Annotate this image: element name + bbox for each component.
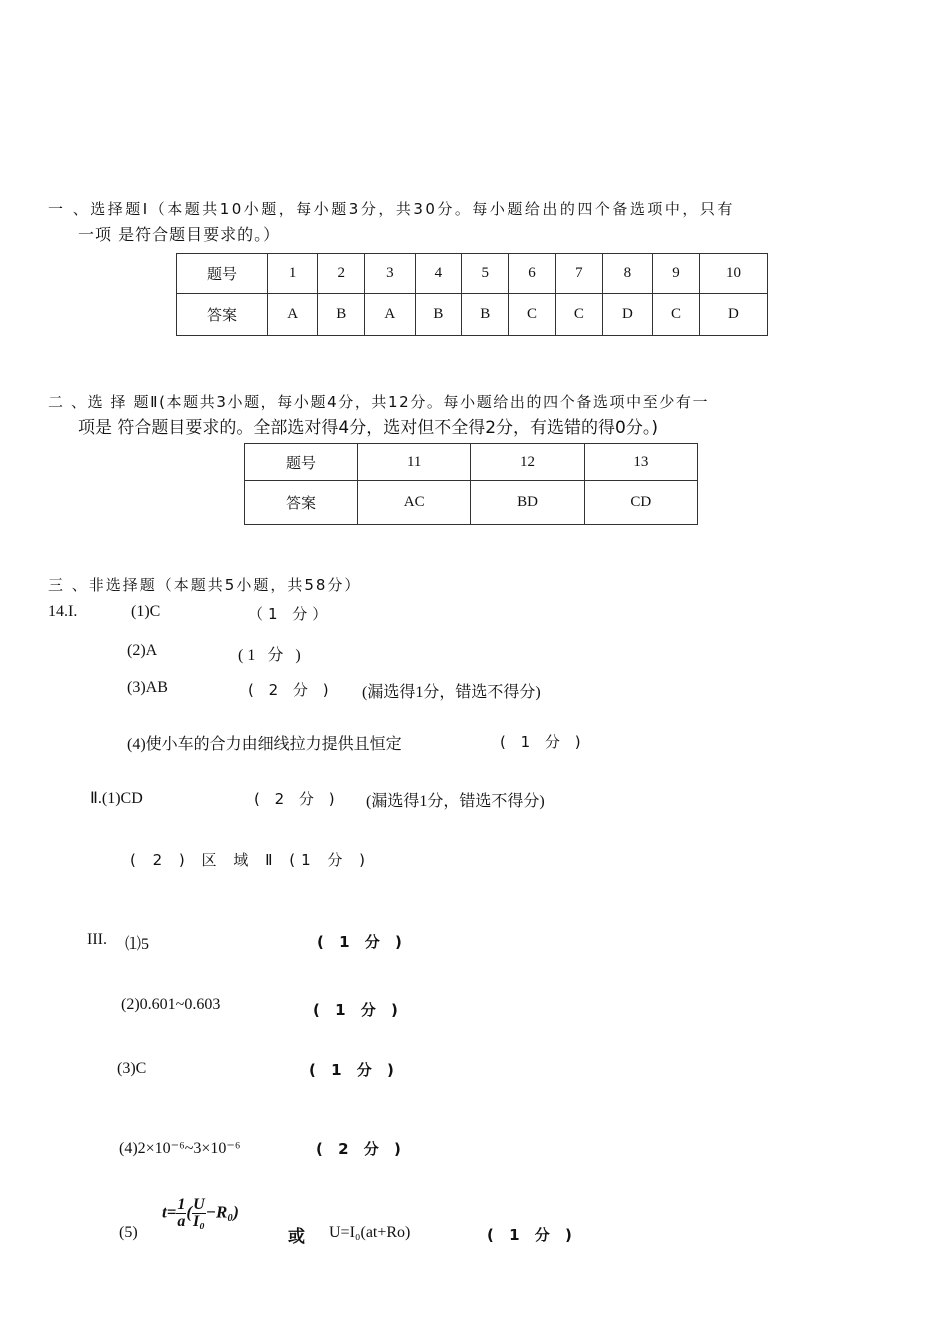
fraction-one-over-a [176,1197,186,1230]
q14-iii-label: III. [87,931,107,948]
row-label-q: 题号 [245,444,358,481]
row-label-a: 答案 [245,481,358,525]
q-cell: 9 [653,254,700,294]
a-cell: C [509,294,556,336]
time-formula [162,1197,239,1230]
table-row-questions [245,444,698,481]
frac2-num: U [193,1196,205,1213]
q14-ii-label: Ⅱ.(1)CD [90,790,143,807]
a-cell: D [699,294,767,336]
a-cell: CD [584,481,697,525]
row-label-q: 题号 [177,254,268,294]
q-cell: 5 [462,254,509,294]
q14-ii2-answer: ( 2 ) 区 域 Ⅱ (1 分 ) [130,851,372,869]
q-cell: 2 [318,254,365,294]
q-cell: 7 [555,254,602,294]
q14-iii4-answer: (4)2×10⁻⁶~3×10⁻⁶ [119,1140,241,1157]
q-cell: 8 [602,254,652,294]
formula-paren: ( [186,1202,193,1222]
q14-i1-score: （1 分） [248,605,333,623]
frac2-den: I₀ [192,1213,205,1230]
a-cell: B [462,294,509,336]
a-cell: C [555,294,602,336]
q14-iii1-answer: ⑴5 [125,936,150,953]
section2-heading-line1: 二 、选 择 题Ⅱ(本题共3小题，每小题4分，共12分。每小题给出的四个备选项中至少有一 [48,393,710,411]
section1-answer-table [176,253,768,336]
q14-i3-answer: (3)AB [127,679,168,696]
section2-heading-line2: 项是 符合题目要求的。全部选对得4分，选对但不全得2分，有选错的得0分。) [78,418,658,438]
formula-lhs: t= [162,1202,177,1222]
a-cell: AC [358,481,471,525]
q14-i2-answer: (2)A [127,642,158,659]
section1-heading-line2: 一项 是符合题目要求的。） [78,225,281,244]
q14-ii1-note: (漏选得1分，错选不得分) [366,793,545,810]
a-cell: D [602,294,652,336]
a-cell: A [268,294,318,336]
a-cell: BD [471,481,584,525]
q-cell: 10 [699,254,767,294]
q-cell: 1 [268,254,318,294]
fraction-u-over-i0 [192,1197,206,1230]
q-cell: 3 [365,254,415,294]
q-cell: 13 [584,444,697,481]
q-cell: 4 [415,254,462,294]
q14-i3-score: ( 2 分 ) [248,681,334,699]
q14-i1-answer: (1)C [131,603,161,620]
q-cell: 6 [509,254,556,294]
q14-iii5-label: (5) [119,1224,138,1241]
table-row-answers [245,481,698,525]
frac1-num: 1 [177,1196,186,1213]
formula-tail: −R₀) [205,1202,239,1222]
a-cell: A [365,294,415,336]
q14-i4-score: ( 1 分 ) [500,733,586,751]
q-cell: 11 [358,444,471,481]
a-cell: C [653,294,700,336]
q14-label: 14.I. [48,603,78,620]
a-cell: B [415,294,462,336]
q14-iii5-score: ( 1 分 ) [487,1226,577,1244]
section3-heading: 三 、非选择题（本题共5小题，共58分） [48,576,362,594]
or-text: 或 [288,1227,305,1247]
q14-iii4-score: ( 2 分 ) [316,1140,406,1158]
q14-iii3-score: ( 1 分 ) [309,1061,399,1079]
q14-i2-score: (1 分 ) [238,647,305,664]
q14-iii2-answer: (2)0.601~0.603 [121,996,221,1013]
frac1-den: a [177,1213,186,1230]
q14-i4-answer: (4)使小车的合力由细线拉力提供且恒定 [127,736,402,753]
table-row-answers [177,294,768,336]
row-label-a: 答案 [177,294,268,336]
q14-iii3-answer: (3)C [117,1060,147,1077]
a-cell: B [318,294,365,336]
q14-i3-note: (漏选得1分，错选不得分) [362,684,541,701]
q14-ii1-score: ( 2 分 ) [254,790,340,808]
table-row-questions [177,254,768,294]
alt-formula: U=I₀(at+Ro) [329,1224,411,1241]
q14-iii2-score: ( 1 分 ) [313,1001,403,1019]
q-cell: 12 [471,444,584,481]
q14-iii1-score: ( 1 分 ) [317,933,407,951]
section1-heading-line1: 一 、选择题Ⅰ（本题共10小题，每小题3分，共30分。每小题给出的四个备选项中，只有 [48,200,735,218]
section2-answer-table [244,443,698,525]
